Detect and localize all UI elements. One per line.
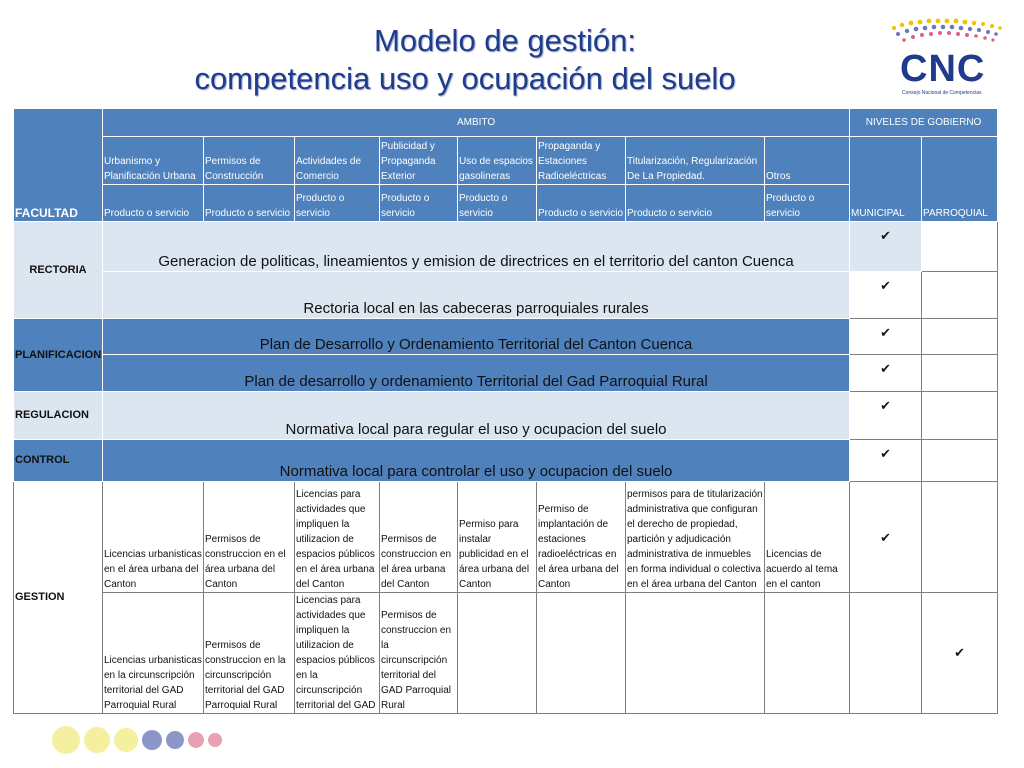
empty-cell: [922, 392, 998, 440]
control-line-1: Normativa local para controlar el uso y ocupacion del suelo: [103, 440, 850, 482]
gestion-cell: Licencias de acuerdo al tema en el canton: [765, 482, 850, 593]
dot-icon: [114, 728, 138, 752]
municipal-header: MUNICIPAL: [850, 137, 922, 222]
dot-icon: [166, 731, 184, 749]
title-line-2: competencia uso y ocupación del suelo: [194, 61, 736, 96]
empty-cell: [922, 482, 998, 593]
column-header: Permisos de Construcción: [204, 137, 295, 185]
logo-text: CNC: [900, 48, 986, 90]
empty-cell: [850, 593, 922, 714]
niveles-header: NIVELES DE GOBIERNO: [850, 109, 998, 137]
gestion-cell: Permisos de construccion en el área urbana del Canton: [204, 482, 295, 593]
rectoria-line-2: Rectoria local en las cabeceras parroquiales rurales: [103, 272, 850, 319]
empty-cell: [922, 440, 998, 482]
gestion-cell: Permisos de construccion en la circunscripción territorial del GAD Parroquial Rural: [380, 593, 458, 714]
ambito-header: AMBITO: [103, 109, 850, 137]
facultad-header: FACULTAD: [14, 109, 103, 222]
column-header: Publicidad y Propaganda Exterior: [380, 137, 458, 185]
row-label-regulacion: REGULACION: [14, 392, 103, 440]
gestion-cell: Licencias para actividades que impliquen la utilizacion de espacios públicos en el área urbana del Canton: [295, 482, 380, 593]
gestion-cell: [537, 593, 626, 714]
dot-icon: [208, 733, 222, 747]
check-icon: ✔: [922, 593, 998, 714]
gestion-cell: Permisos de construccion en la circunscripción territorial del GAD Parroquial Rural: [204, 593, 295, 714]
check-icon: ✔: [850, 392, 922, 440]
dot-icon: [84, 727, 110, 753]
row-label-rectoria: RECTORIA: [14, 222, 103, 319]
column-header: Otros: [765, 137, 850, 185]
empty-cell: [922, 272, 998, 319]
column-header: Titularización, Regularización De La Propiedad.: [626, 137, 765, 185]
gestion-cell: Licencias urbanisticas en la circunscripción territorial del GAD Parroquial Rural: [103, 593, 204, 714]
logo-subtitle: Consejo Nacional de Competencias: [902, 90, 982, 96]
check-icon: ✔: [850, 272, 922, 319]
row-label-control: CONTROL: [14, 440, 103, 482]
gestion-cell: permisos para de titularización administrativa que configuran el derecho de propiedad, partición y adjudicación administrativa de inmuebles en forma individual o colectiva en el área urbana del Canton: [626, 482, 765, 593]
planificacion-line-1: Plan de Desarrollo y Ordenamiento Territorial del Canton Cuenca: [103, 319, 850, 355]
row-label-gestion: GESTION: [14, 482, 103, 714]
dot-icon: [52, 726, 80, 754]
rectoria-line-1: Generacion de politicas, lineamientos y emision de directrices en el territorio del canton Cuenca: [103, 222, 850, 272]
gestion-cell: [765, 593, 850, 714]
empty-cell: [922, 222, 998, 272]
column-header: Urbanismo y Planificación Urbana: [103, 137, 204, 185]
subheader-producto: Producto o servicio: [103, 185, 204, 222]
column-header: Propaganda y Estaciones Radioeléctricas: [537, 137, 626, 185]
dot-icon: [142, 730, 162, 750]
title-line-1: Modelo de gestión:: [374, 23, 636, 58]
gestion-cell: [458, 593, 537, 714]
subheader-producto: Producto o servicio: [380, 185, 458, 222]
check-icon: ✔: [850, 440, 922, 482]
gestion-cell: Licencias para actividades que impliquen la utilizacion de espacios públicos en la circunscripción territorial del GAD: [295, 593, 380, 714]
row-label-planificacion: PLANIFICACION: [14, 319, 103, 392]
dot-icon: [188, 732, 204, 748]
subheader-producto: Producto o servicio: [295, 185, 380, 222]
competencias-table: [13, 108, 998, 714]
subheader-producto: Producto o servicio: [458, 185, 537, 222]
check-icon: ✔: [850, 222, 922, 272]
empty-cell: [922, 355, 998, 392]
gestion-cell: Permiso para instalar publicidad en el área urbana del Canton: [458, 482, 537, 593]
check-icon: ✔: [850, 482, 922, 593]
planificacion-line-2: Plan de desarrollo y ordenamiento Territorial del Gad Parroquial Rural: [103, 355, 850, 392]
check-icon: ✔: [850, 319, 922, 355]
gestion-cell: [626, 593, 765, 714]
gestion-cell: Licencias urbanisticas en el área urbana del Canton: [103, 482, 204, 593]
subheader-producto: Producto o servicio: [765, 185, 850, 222]
gestion-cell: Permisos de construccion en el área urbana del Canton: [380, 482, 458, 593]
subheader-producto: Producto o servicio: [626, 185, 765, 222]
column-header: Uso de espacios gasolineras: [458, 137, 537, 185]
slide-title: [0, 22, 930, 98]
regulacion-line-1: Normativa local para regular el uso y ocupacion del suelo: [103, 392, 850, 440]
column-header: Actividades de Comercio: [295, 137, 380, 185]
gestion-cell: Permiso de implantación de estaciones radioeléctricas en el área urbana del Canton: [537, 482, 626, 593]
empty-cell: [922, 319, 998, 355]
subheader-producto: Producto o servicio: [204, 185, 295, 222]
subheader-producto: Producto o servicio: [537, 185, 626, 222]
check-icon: ✔: [850, 355, 922, 392]
cnc-logo: [884, 14, 1014, 94]
parroquial-header: PARROQUIAL: [922, 137, 998, 222]
